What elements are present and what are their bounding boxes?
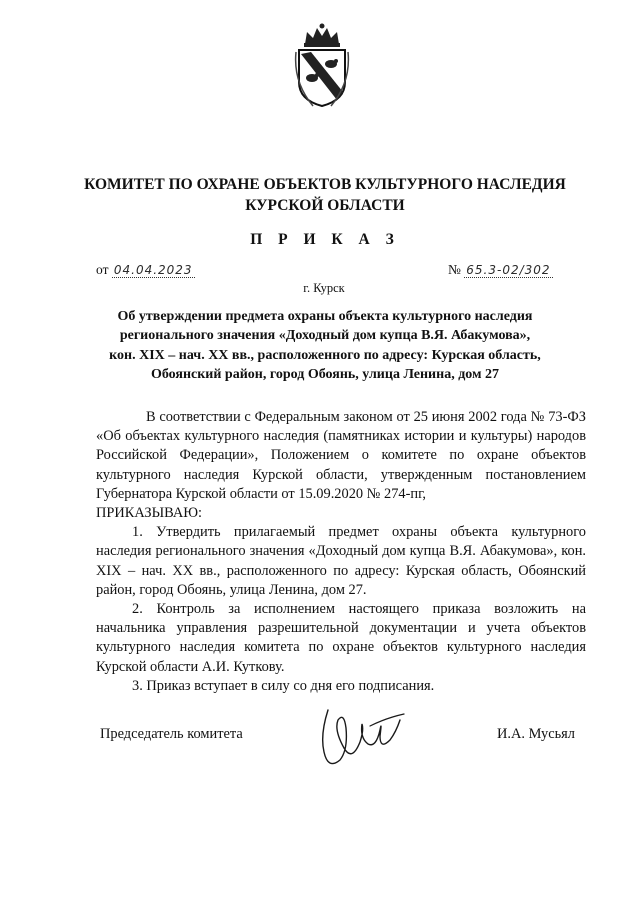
order-body (96, 408, 586, 696)
order-date (96, 262, 195, 278)
date-value: 04.04.2023 (113, 263, 193, 277)
number-prefix: № (448, 262, 461, 277)
subject-line4: Обоянский район, город Обоянь, улица Ленина, дом 27 (150, 367, 500, 383)
order-subject (80, 307, 570, 385)
preamble-paragraph: В соответствии с Федеральным законом от 25 июня 2002 года № 73-ФЗ «Об объектах культурного наследия (памятниках истории и культуры) народов Российской Федерации», Положением о комитете по охране объектов культурного наследия Курской области, утвержденным постановлением Губернатора Курской области от 15.09.2020 № 274-пг, (96, 409, 586, 502)
signer-name: И.А. Мусьял (497, 726, 575, 742)
organization-title-line1: КОМИТЕТ ПО ОХРАНЕ ОБЪЕКТОВ КУЛЬТУРНОГО НАСЛЕДИЯ (84, 176, 566, 193)
subject-line3: кон. XIX – нач. XX вв., расположенного по адресу: Курская область, (109, 347, 541, 363)
order-number (448, 262, 553, 278)
signer-role: Председатель комитета (100, 726, 243, 742)
coat-of-arms-icon (293, 22, 351, 108)
order-item-1: 1. Утвердить прилагаемый предмет охраны объекта культурного наследия регионального значения «Доходный дом купца В.Я. Абакумова», кон. XIX – нач. XX вв., расположенного по адресу: Курская область, Обоянский район, город Обоянь, улица Ленина, дом 27. (96, 524, 586, 598)
date-prefix: от (96, 262, 109, 277)
organization-title (60, 174, 590, 216)
organization-title-line2: КУРСКОЙ ОБЛАСТИ (245, 197, 405, 214)
issue-city: г. Курск (303, 281, 345, 295)
document-type: П Р И К А З (250, 231, 400, 248)
order-item-3: 3. Приказ вступает в силу со дня его подписания. (132, 677, 435, 694)
subject-line1: Об утверждении предмета охраны объекта культурного наследия (117, 309, 533, 324)
handwritten-signature (300, 690, 420, 780)
subject-line2: регионального значения «Доходный дом купца В.Я. Абакумова», (119, 328, 531, 344)
number-value: 65.3-02/302 (466, 263, 551, 277)
order-item-2: 2. Контроль за исполнением настоящего приказа возложить на начальника управления разрешительной документации и учета объектов культурного наследия комитета по охране объектов культурного наследия Курской области А.И. Куткову. (96, 601, 586, 675)
order-verb: ПРИКАЗЫВАЮ: (96, 505, 203, 522)
